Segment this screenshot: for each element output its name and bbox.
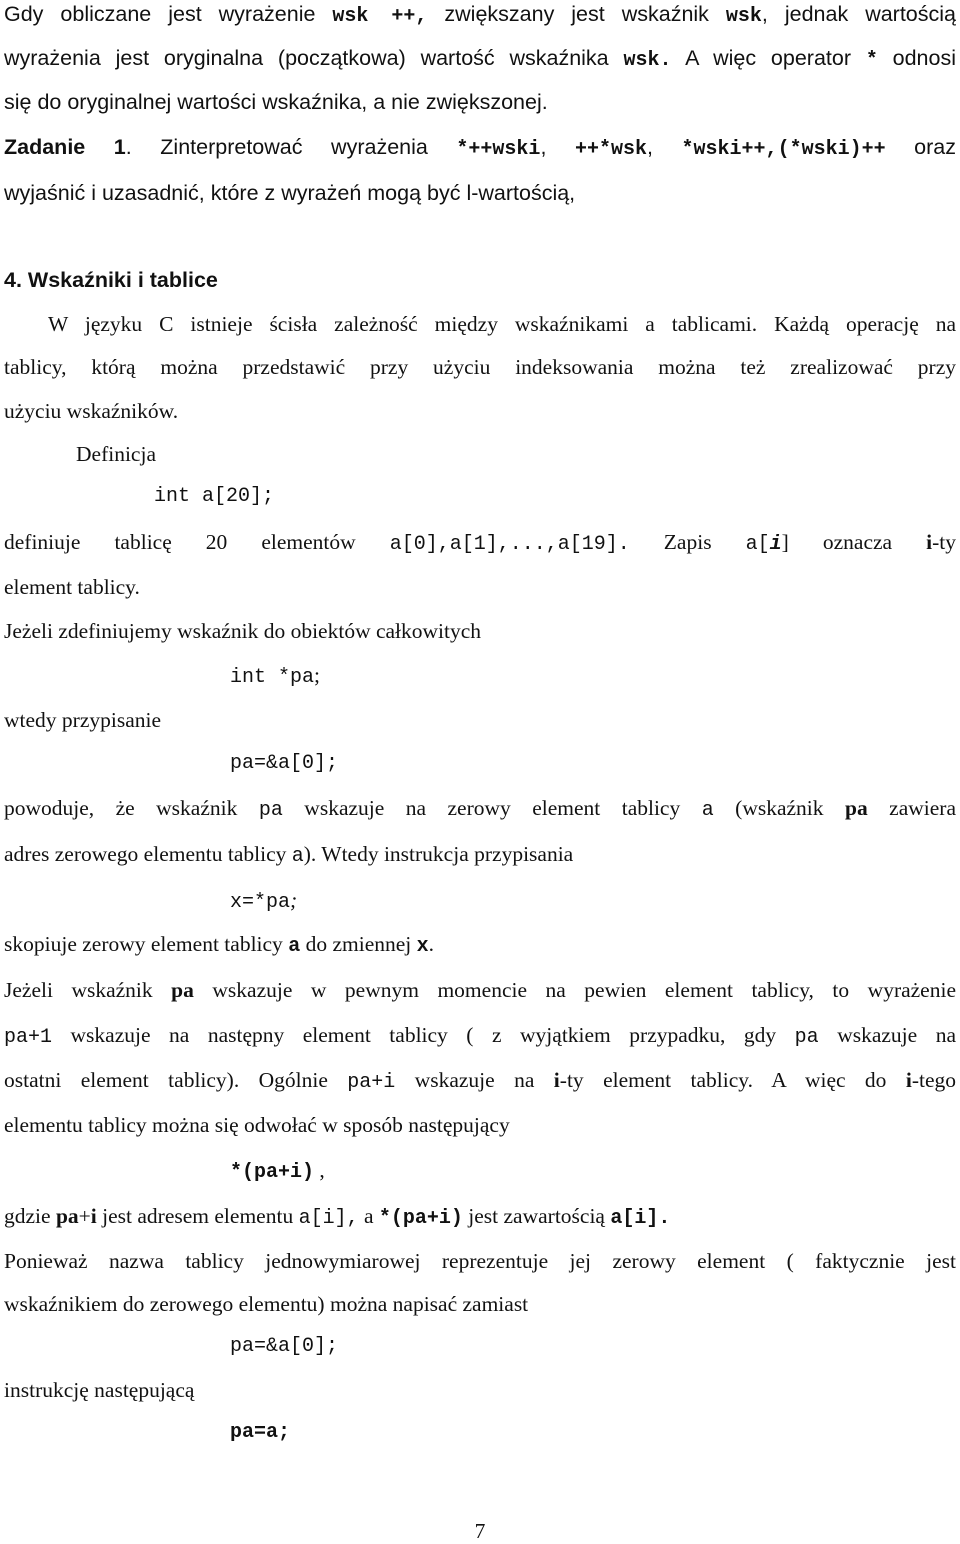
page-number: 7 [474,1519,486,1543]
where-line: gdzie pa+i jest adresem elementu a[i], a *(pa+i) jest zawartością a[i]. [4,1204,671,1230]
definition-line-1: definiuje tablicę 20 elementów a[0],a[1],...,a[19]. Zapis a[i] oznacza i-ty [4,530,956,556]
copy-line: skopiuje zerowy element tablicy a do zmiennej x. [4,932,435,958]
paragraph-1-line-2: tablicy, którą można przedstawić przy użyciu indeksowania można też zrealizować przy [4,355,956,379]
intro-line-2: wyrażenia jest oryginalna (początkowa) wartość wskaźnika wsk. A więc operator * odnosi [4,46,956,72]
code-x-assign: x=*pa; [230,888,298,914]
code-int-pointer: int *pa; [230,663,320,689]
paragraph-2-line-3: ostatni element tablicy). Ogólnie pa+i wskazuje na i-ty element tablicy. A więc do i-tego [4,1068,957,1094]
intro-line-3: się do oryginalnej wartości wskaźnika, a nie zwiększonej. [4,90,548,114]
pointer-intro: Jeżeli zdefiniujemy wskaźnik do obiektów całkowitych [4,619,482,643]
paragraph-1-line-1: W języku C istnieje ścisła zależność między wskaźnikami a tablicami. Każdą operację na [48,312,956,336]
code-deref: *(pa+i) , [230,1158,325,1184]
paragraph-3-intro: instrukcję następującą [4,1378,195,1402]
code-assign-2: pa=&a[0]; [230,1335,339,1358]
task-line-1: Zadanie 1. Zinterpretować wyrażenia *++wski, ++*wsk, *wski++,(*wski)++ oraz [4,135,956,161]
task-label: Zadanie 1 [4,135,126,159]
assign-intro: wtedy przypisanie [4,708,162,732]
section-heading: 4. Wskaźniki i tablice [4,268,218,292]
paragraph-3-line-2: wskaźnikiem do zerowego elementu) można napisać zamiast [4,1292,529,1316]
effect-line-2: adres zerowego elementu tablicy a). Wtedy instrukcja przypisania [4,842,574,868]
effect-line-1: powoduje, że wskaźnik pa wskazuje na zerowy element tablicy a (wskaźnik pa zawiera [4,796,956,822]
intro-line-1: Gdy obliczane jest wyrażenie wsk ++, zwiększany jest wskaźnik wsk, jednak wartością [4,2,956,28]
code-int-array: int a[20]; [154,485,275,508]
task-line-2: wyjaśnić i uzasadnić, które z wyrażeń mogą być l-wartością, [4,181,576,205]
paragraph-2-line-2: pa+1 wskazuje na następny element tablicy ( z wyjątkiem przypadku, gdy pa wskazuje na [4,1023,956,1049]
paragraph-3-line-1: Ponieważ nazwa tablicy jednowymiarowej reprezentuje jej zerowy element ( faktycznie jest [4,1249,956,1273]
definition-line-2: element tablicy. [4,575,140,599]
paragraph-2-line-4: elementu tablicy można się odwołać w sposób następujący [4,1113,510,1137]
paragraph-2-line-1: Jeżeli wskaźnik pa wskazuje w pewnym momencie na pewien element tablicy, to wyrażenie [4,978,956,1002]
paragraph-1-line-3: użyciu wskaźników. [4,399,179,423]
definition-label: Definicja [76,442,156,466]
code-assign-3: pa=a; [230,1421,291,1444]
code-assign-1: pa=&a[0]; [230,752,339,775]
